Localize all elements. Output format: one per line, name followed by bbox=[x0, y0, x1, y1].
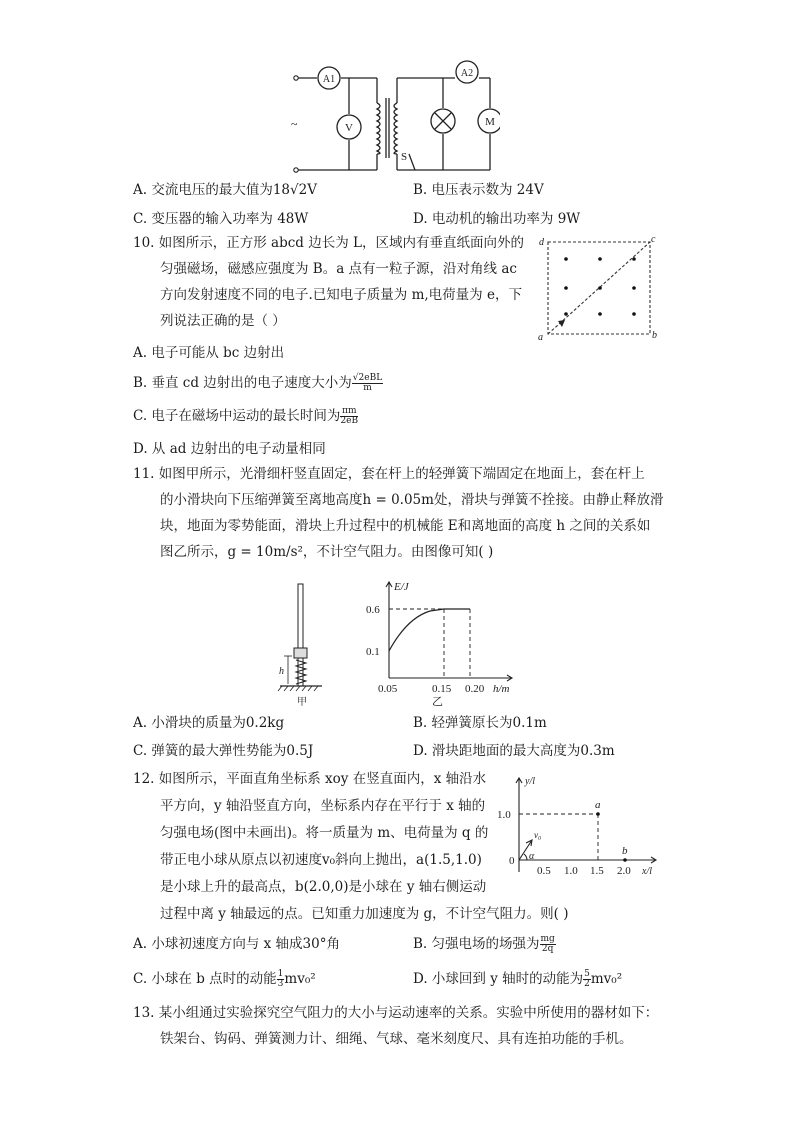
q12-stem-line-5: 是小球上升的最高点，b(2.0,0)是小球在 y 轴右侧运动 bbox=[160, 879, 487, 895]
q10-option-c bbox=[133, 405, 358, 427]
height-h-label: h bbox=[279, 666, 284, 677]
y-axis-label: E/J bbox=[394, 581, 409, 593]
point-a-label: a bbox=[595, 799, 601, 811]
y-axis-label: y/l bbox=[525, 776, 535, 787]
q12-option-d-fraction bbox=[583, 970, 591, 989]
q13-stem-line-1: 13. 某小组通过实验探究空气阻力的大小与运动速率的关系。实验中所使用的器材如下： bbox=[133, 1005, 659, 1021]
corner-c-label: c bbox=[651, 234, 656, 245]
q10-stem-line-1: 10. 如图所示，正方形 abcd 边长为 L，区域内有垂直纸面向外的 bbox=[133, 235, 524, 251]
q10-option-d: D. 从 ad 边射出的电子动量相同 bbox=[133, 441, 326, 457]
q9-option-c: C. 变压器的输入功率为 48W bbox=[133, 211, 309, 227]
q11-stem-line-2: 的小滑块向下压缩弹簧至离地高度h = 0.05m处，滑块与弹簧不拴接。由静止释放滑 bbox=[160, 492, 664, 508]
corner-a-label: a bbox=[538, 332, 543, 342]
point-b-label: b bbox=[622, 845, 628, 857]
y-tick-0-1: 0.1 bbox=[366, 646, 380, 658]
q11-option-b: B. 轻弹簧原长为0.1m bbox=[413, 715, 547, 731]
fraction-numerator: πm bbox=[342, 406, 357, 416]
x-tick-0-20: 0.20 bbox=[465, 683, 485, 695]
energy-curve bbox=[389, 609, 470, 651]
q12-option-c-text: C. 小球在 b 点时的动能 bbox=[133, 971, 277, 987]
voltmeter-label: V bbox=[345, 122, 353, 134]
x-tick-1-0: 1.0 bbox=[564, 865, 578, 877]
q10-option-c-text: C. 电子在磁场中运动的最长时间为 bbox=[133, 408, 341, 424]
switch-label: S bbox=[401, 151, 408, 163]
q12-option-d-suffix: mv₀² bbox=[590, 971, 623, 987]
figure-jia-caption: 甲 bbox=[297, 697, 307, 708]
q12-option-b bbox=[413, 933, 556, 955]
q12-option-d-text: D. 小球回到 y 轴时的动能为 bbox=[413, 971, 584, 987]
q10-option-b-text: B. 垂直 cd 边射出的电子速度大小为 bbox=[133, 375, 352, 391]
x-axis-label: x/l bbox=[642, 866, 652, 877]
corner-b-label: b bbox=[652, 330, 657, 341]
x-tick-2-0: 2.0 bbox=[617, 865, 631, 877]
transformer-circuit-diagram bbox=[285, 58, 500, 176]
q12-option-d bbox=[413, 968, 622, 990]
q13-stem-line-2: 铁架台、钩码、弹簧测力计、细绳、气球、毫米刻度尺、具有连拍功能的手机。 bbox=[160, 1031, 633, 1047]
q11-spring-rod-figure bbox=[272, 578, 332, 708]
q12-stem-line-3: 匀强电场(图中未画出)。将一质量为 m、电荷量为 q 的 bbox=[160, 825, 489, 841]
q12-option-c-suffix: mv₀² bbox=[284, 971, 316, 987]
q9-option-a: A. 交流电压的最大值为18√2V bbox=[133, 182, 317, 198]
q11-option-c: C. 弹簧的最大弹性势能为0.5J bbox=[133, 743, 314, 759]
x-tick-0-5: 0.5 bbox=[537, 865, 551, 877]
figure-yi-caption: 乙 bbox=[432, 696, 443, 708]
q11-option-d: D. 滑块距地面的最大高度为0.3m bbox=[413, 743, 615, 759]
v0-label: v₀ bbox=[534, 830, 542, 840]
fraction-denominator: 2q bbox=[541, 944, 554, 954]
fraction-numerator: 5 bbox=[584, 969, 590, 979]
q12-stem-line-4: 带正电小球从原点以初速度v₀斜向上抛出，a(1.5,1.0) bbox=[160, 852, 482, 868]
q9-option-d: D. 电动机的输出功率为 9W bbox=[413, 211, 581, 227]
q11-option-a: A. 小滑块的质量为0.2kg bbox=[133, 715, 285, 731]
q10-option-b-fraction bbox=[352, 374, 383, 393]
x-tick-1-5: 1.5 bbox=[590, 865, 604, 877]
x-tick-0-05: 0.05 bbox=[378, 683, 398, 695]
q10-option-c-fraction bbox=[340, 407, 358, 426]
q10-stem-line-3: 方向发射速度不同的电子.已知电子质量为 m,电荷量为 e，下 bbox=[160, 287, 522, 303]
y-tick-1-0: 1.0 bbox=[497, 809, 511, 821]
q12-option-b-fraction bbox=[540, 935, 556, 954]
q9-option-b: B. 电压表示数为 24V bbox=[413, 182, 544, 198]
q12-stem-line-2: 平方向，y 轴沿竖直方向，坐标系内存在平行于 x 轴的 bbox=[160, 798, 486, 814]
ac-source-symbol: ~ bbox=[291, 117, 298, 131]
q12-option-b-text: B. 匀强电场的场强为 bbox=[413, 936, 540, 952]
ammeter-a1-label: A1 bbox=[322, 74, 336, 85]
fraction-denominator: 3 bbox=[277, 979, 284, 989]
fraction-denominator: m bbox=[363, 383, 372, 393]
q10-option-b bbox=[133, 372, 383, 394]
q12-option-c bbox=[133, 968, 316, 990]
x-tick-0-15: 0.15 bbox=[432, 683, 452, 695]
q10-stem-line-2: 匀强磁场，磁感应强度为 B。a 点有一粒子源，沿对角线 ac bbox=[160, 261, 517, 277]
fraction-denominator: 2 bbox=[584, 979, 590, 989]
q10-stem-line-4: 列说法正确的是（ ） bbox=[160, 313, 286, 329]
q12-stem-line-1: 12. 如图所示，平面直角坐标系 xoy 在竖直面内，x 轴沿水 bbox=[133, 771, 487, 787]
q12-stem-line-6: 过程中离 y 轴最远的点。已知重力加速度为 g，不计空气阻力。则( ) bbox=[160, 906, 569, 922]
fraction-numerator: 1 bbox=[277, 969, 284, 979]
q11-stem-line-3: 块，地面为零势能面，滑块上升过程中的机械能 E和离地面的高度 h 之间的关系如 bbox=[160, 518, 651, 534]
q10-magnetic-field-figure bbox=[536, 234, 660, 342]
x-axis-label: h/m bbox=[493, 683, 510, 695]
lamp-icon bbox=[431, 109, 455, 133]
fraction-denominator: 2eB bbox=[340, 416, 359, 426]
q11-stem-line-1: 11. 如图甲所示，光滑细杆竖直固定，套在杆上的轻弹簧下端固定在地面上，套在杆上 bbox=[133, 466, 645, 482]
fraction-numerator: mg bbox=[540, 934, 555, 944]
ammeter-a2-label: A2 bbox=[460, 68, 474, 79]
corner-d-label: d bbox=[539, 237, 544, 248]
q11-stem-line-4: 图乙所示，g = 10m/s²，不计空气阻力。由图像可知( ) bbox=[160, 544, 494, 560]
y-tick-0-6: 0.6 bbox=[366, 604, 380, 616]
q10-option-a: A. 电子可能从 bc 边射出 bbox=[133, 345, 285, 361]
q12-option-a: A. 小球初速度方向与 x 轴成30°角 bbox=[133, 936, 340, 952]
q12-coordinate-figure bbox=[494, 772, 664, 882]
motor-label: M bbox=[485, 116, 495, 128]
fraction-numerator: √2eBL bbox=[352, 373, 383, 383]
origin-label: 0 bbox=[509, 855, 515, 867]
q11-energy-height-graph bbox=[362, 578, 522, 708]
alpha-label: α bbox=[529, 851, 535, 862]
